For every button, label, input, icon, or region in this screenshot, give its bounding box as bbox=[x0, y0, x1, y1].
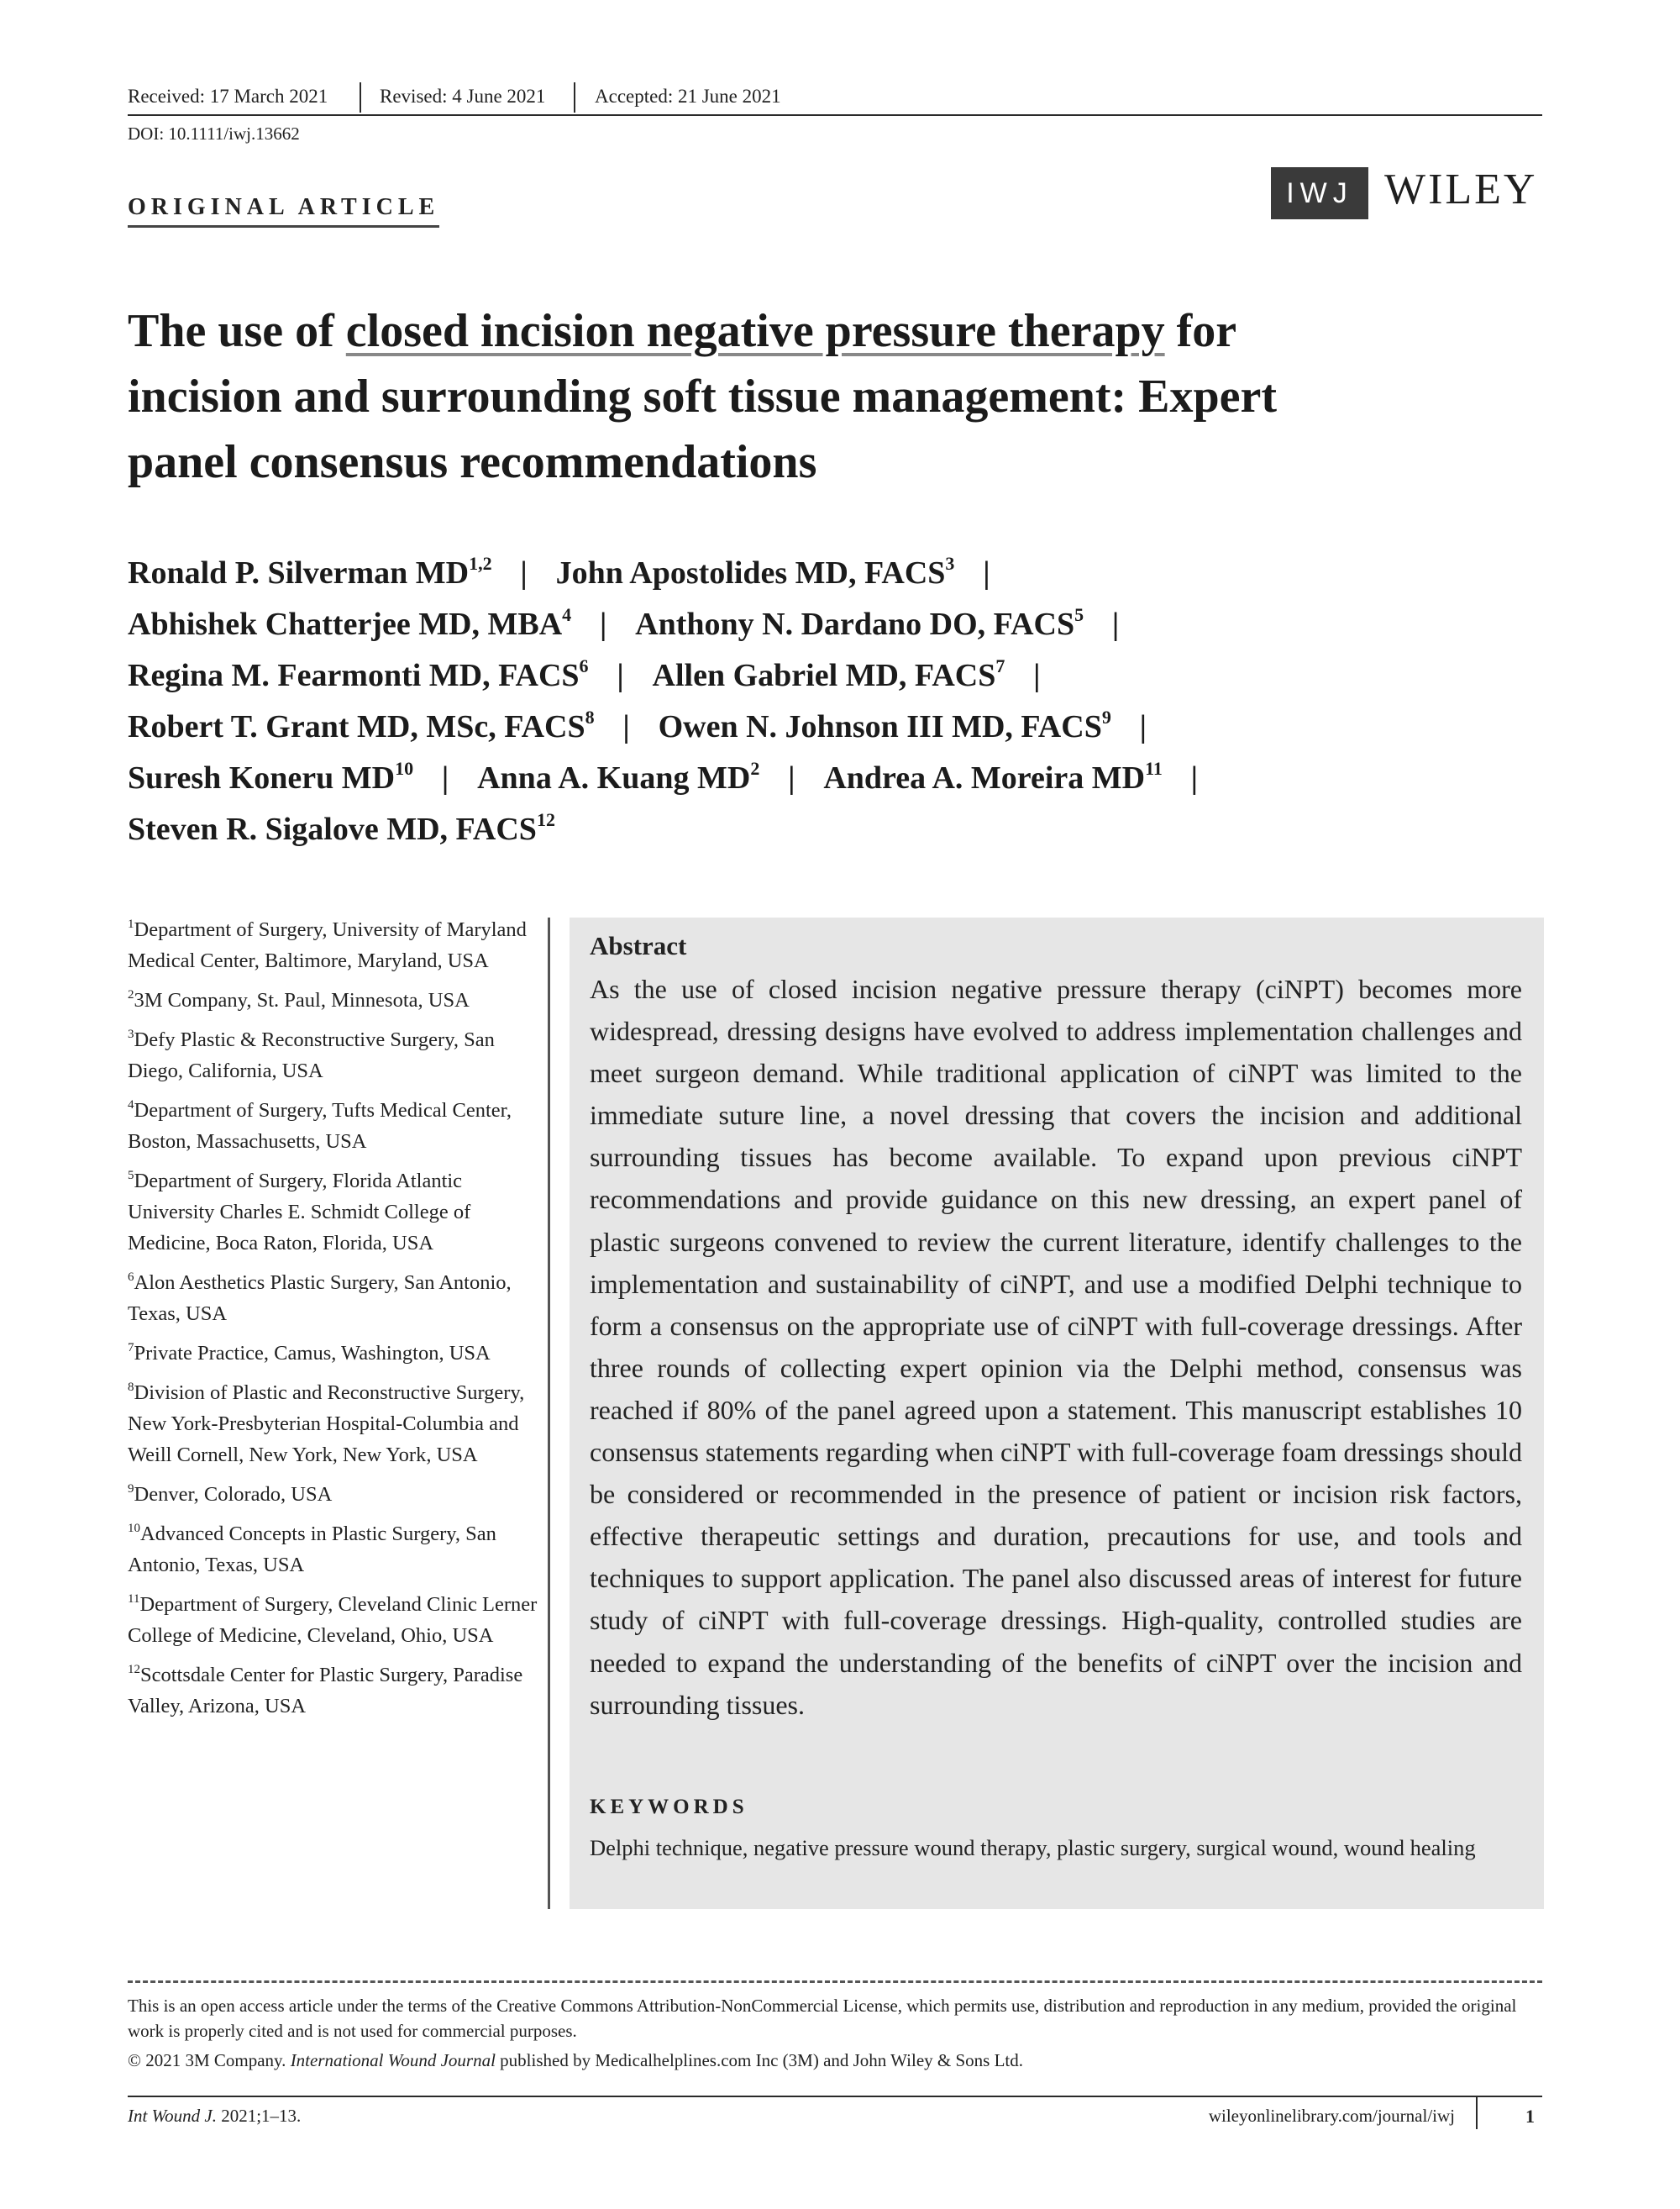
author-line bbox=[128, 599, 1556, 650]
author-separator: | bbox=[622, 709, 630, 744]
author-name[interactable]: John Apostolides MD, FACS$^3$ bbox=[555, 553, 955, 591]
column-divider bbox=[548, 918, 550, 1909]
page-number: 1 bbox=[1525, 2106, 1535, 2127]
abstract-heading: Abstract bbox=[590, 931, 687, 960]
journal-name: International Wound Journal bbox=[290, 2050, 496, 2070]
author-name[interactable]: Suresh Koneru MD$^{10}$ bbox=[128, 758, 414, 796]
affiliation: $^9$Denver, Colorado, USA bbox=[128, 1482, 333, 1506]
journal-citation: Int Wound J. 2021;1–13. bbox=[128, 2106, 302, 2126]
affiliation: $^3$Defy Plastic & Reconstructive Surgery, San Diego, California, USA bbox=[128, 1028, 495, 1082]
revised-date: Revised: 4 June 2021 bbox=[380, 86, 546, 107]
keywords-text: Delphi technique, negative pressure wound therapy, plastic surgery, surgical wound, wound healing bbox=[590, 1835, 1476, 1860]
author-name[interactable]: Regina M. Fearmonti MD, FACS$^6$ bbox=[128, 655, 589, 693]
title-line-1: The use of closed incision negative pressure therapy for bbox=[128, 305, 1237, 357]
keywords-heading: KEYWORDS bbox=[590, 1796, 748, 1818]
page-number-divider bbox=[1476, 2096, 1478, 2129]
author-name[interactable]: Andrea A. Moreira MD$^{11}$ bbox=[823, 758, 1163, 796]
author-separator: | bbox=[441, 760, 449, 796]
affiliation: $^{11}$Department of Surgery, Cleveland Clinic Lerner College of Medicine, Cleveland, Ohio, USA bbox=[128, 1592, 538, 1647]
author-name[interactable]: Robert T. Grant MD, MSc, FACS$^8$ bbox=[128, 707, 595, 744]
doi[interactable]: DOI: 10.1111/iwj.13662 bbox=[128, 124, 300, 144]
affiliations bbox=[128, 914, 539, 1730]
title-line-2: incision and surrounding soft tissue management: Expert bbox=[128, 371, 1278, 423]
article-type: ORIGINAL ARTICLE bbox=[128, 194, 439, 228]
author-name[interactable]: Owen N. Johnson III MD, FACS$^9$ bbox=[658, 707, 1111, 744]
affiliation: $^8$Division of Plastic and Reconstructive Surgery, New York-Presbyterian Hospital-Columbia and Weill Cornell, New York, New York, USA bbox=[128, 1381, 525, 1466]
affiliation: $^{12}$Scottsdale Center for Plastic Surgery, Paradise Valley, Arizona, USA bbox=[128, 1663, 523, 1717]
accepted-date: Accepted: 21 June 2021 bbox=[595, 86, 781, 107]
affiliation: $^4$Department of Surgery, Tufts Medical Center, Boston, Massachusetts, USA bbox=[128, 1098, 512, 1153]
affiliation: $^7$Private Practice, Camus, Washington, USA bbox=[128, 1341, 491, 1365]
iwj-journal-logo: IWJ bbox=[1271, 167, 1368, 219]
publication-dates bbox=[128, 82, 1542, 116]
title-line-3: panel consensus recommendations bbox=[128, 436, 817, 488]
affiliation: $^5$Department of Surgery, Florida Atlantic University Charles E. Schmidt College of Medicine, Boca Raton, Florida, USA bbox=[128, 1169, 471, 1254]
author-list bbox=[128, 548, 1556, 855]
article-title bbox=[128, 298, 1556, 495]
author-line bbox=[128, 753, 1556, 804]
journal-website-link[interactable]: wileyonlinelibrary.com/journal/iwj bbox=[1208, 2106, 1455, 2126]
author-separator: | bbox=[599, 607, 607, 642]
author-name[interactable]: Ronald P. Silverman MD$^{1,2}$ bbox=[128, 553, 492, 591]
author-name[interactable]: Abhishek Chatterjee MD, MBA$^4$ bbox=[128, 604, 572, 642]
author-line bbox=[128, 804, 1556, 855]
affiliation: $^2$3M Company, St. Paul, Minnesota, USA bbox=[128, 988, 470, 1012]
author-line bbox=[128, 548, 1556, 599]
license-notice: This is an open access article under the terms of the Creative Commons Attribution-NonCommercial License, which permits use, distribution and reproduction in any medium, provided the original work is properly cited and is not used for commercial purposes. bbox=[128, 1996, 1517, 2041]
wiley-publisher-logo: WILEY bbox=[1384, 166, 1538, 213]
author-name[interactable]: Anna A. Kuang $MD^2$ bbox=[477, 758, 760, 796]
author-line bbox=[128, 650, 1556, 702]
copyright-notice: © 2021 3M Company. International Wound Journal published by Medicalhelplines.com Inc (3M) and John Wiley & Sons Ltd. bbox=[128, 2050, 1023, 2070]
author-separator: | bbox=[1139, 709, 1147, 744]
date-divider bbox=[574, 82, 575, 113]
abstract-box bbox=[570, 918, 1544, 1909]
author-line bbox=[128, 702, 1556, 753]
author-separator: | bbox=[617, 658, 624, 693]
received-date: Received: 17 March 2021 bbox=[128, 86, 328, 107]
abstract-text: As the use of closed incision negative pressure therapy (ciNPT) becomes more widespread, dressing designs have evolved to address implementation challenges and meet surgeon demand. While traditional application of ciNPT was limited to the immediate suture line, a novel dressing that covers the incision and additional surrounding tissues has become available. To expand upon previous ciNPT recommendations and provide guidance on this new dressing, an expert panel of plastic surgeons convened to review the current literature, identify challenges to the implementation and sustainability of ciNPT, and use a modified Delphi technique to form a consensus on the appropriate use of ciNPT with full-coverage dressings. After three rounds of collecting expert opinion via the Delphi method, consensus was reached if 80% of the panel agreed upon a statement. This manuscript establishes 10 consensus statements regarding when ciNPT with full-coverage foam dressings should be considered or recommended in the presence of patient or incision risk factors, effective therapeutic settings and duration, precautions for use, and tools and techniques to support application. The panel also discussed areas of interest for future study of ciNPT with full-coverage dressings. High-quality, controlled studies are needed to expand the understanding of the benefits of ciNPT over the incision and surrounding tissues. bbox=[590, 974, 1522, 1720]
author-separator: | bbox=[520, 555, 528, 591]
date-divider bbox=[360, 82, 361, 113]
author-name[interactable]: Allen Gabriel MD, FACS$^7$ bbox=[652, 655, 1005, 693]
author-separator: | bbox=[788, 760, 795, 796]
author-separator: | bbox=[1111, 607, 1120, 642]
footer-rule bbox=[128, 2096, 1542, 2097]
affiliation: $^{10}$Advanced Concepts in Plastic Surgery, San Antonio, Texas, USA bbox=[128, 1522, 496, 1576]
footer-dashed-rule bbox=[128, 1980, 1542, 1983]
author-name[interactable]: Anthony N. Dardano DO, FACS$^5$ bbox=[635, 604, 1084, 642]
author-separator: | bbox=[1190, 760, 1199, 796]
title-highlighted-term: closed incision negative pressure therapy bbox=[345, 305, 1165, 357]
author-separator: | bbox=[983, 555, 990, 591]
affiliation: $^1$Department of Surgery, University of Maryland Medical Center, Baltimore, Maryland, USA bbox=[128, 918, 527, 972]
author-name[interactable]: Steven R. Sigalove MD, FACS$^{12}$ bbox=[128, 809, 555, 847]
affiliation: $^6$Alon Aesthetics Plastic Surgery, San Antonio, Texas, USA bbox=[128, 1270, 512, 1325]
author-separator: | bbox=[1033, 658, 1041, 693]
